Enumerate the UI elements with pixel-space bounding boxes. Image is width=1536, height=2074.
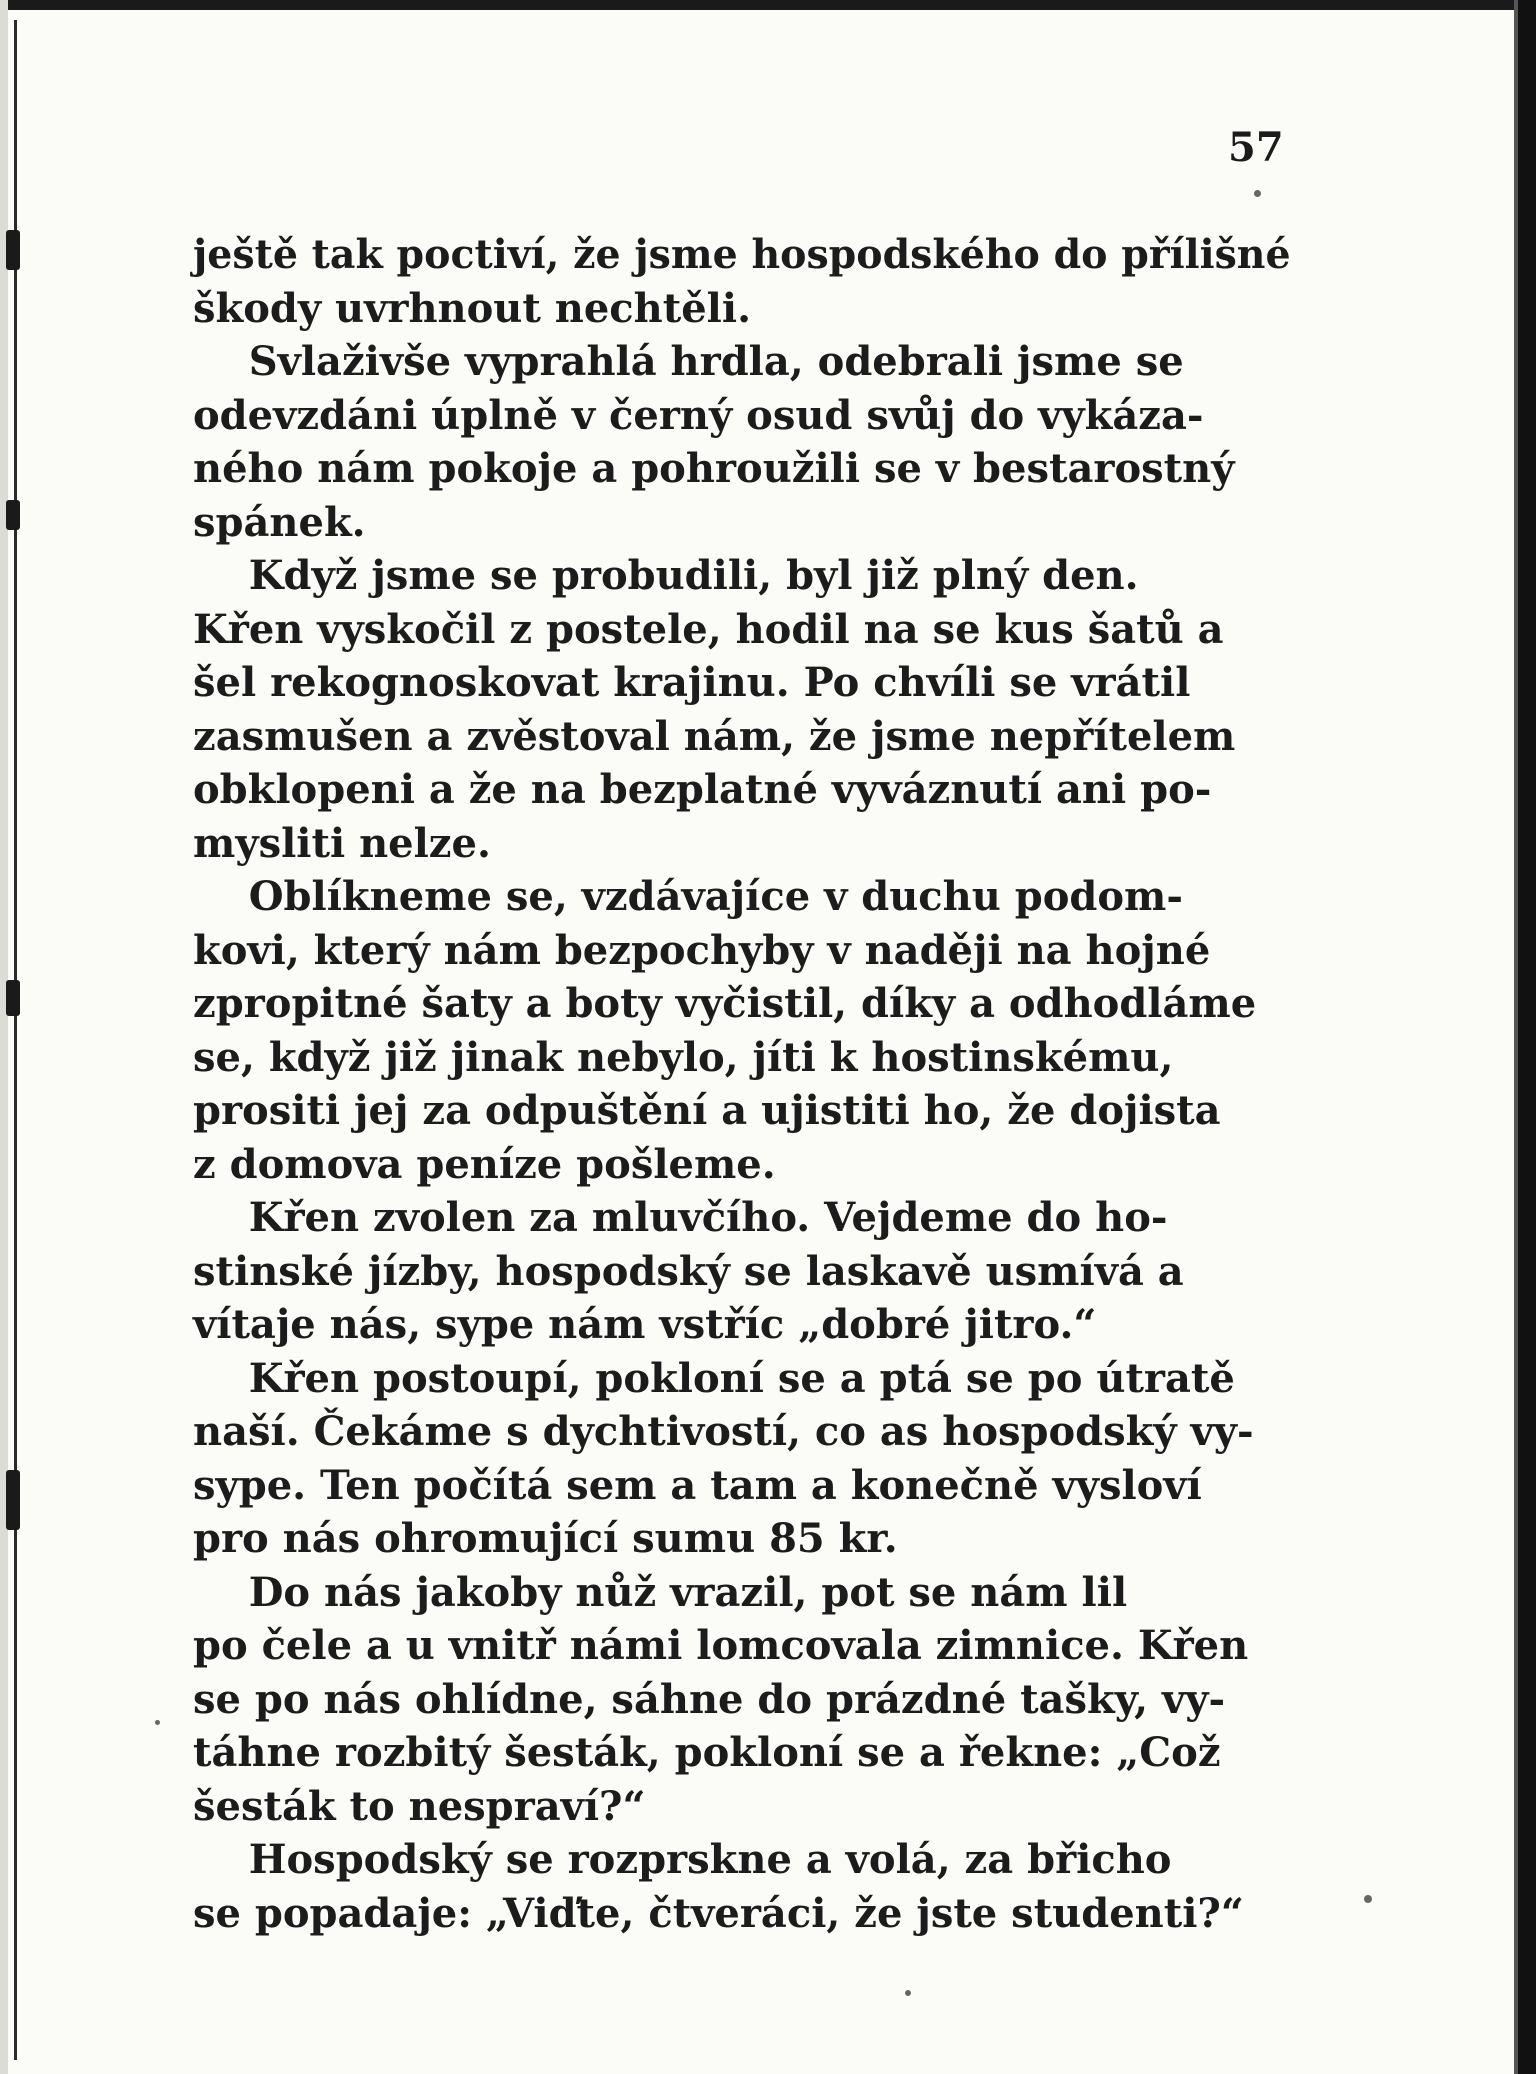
text-line: naší. Čekáme s dychtivostí, co as hospodský vy- xyxy=(193,1408,1254,1455)
text-line: z domova peníze pošleme. xyxy=(193,1140,776,1188)
text-line: zpropitné šaty a boty vyčistil, díky a odhodláme xyxy=(193,980,1257,1027)
text-line: zasmušen a zvěstoval nám, že jsme nepřítelem xyxy=(193,712,1236,760)
ink-speck xyxy=(155,1720,160,1725)
text-line: mysliti nelze. xyxy=(193,819,491,867)
text-line: po čele a u vnitř námi lomcovala zimnice. Křen xyxy=(193,1622,1249,1669)
text-line: ného nám pokoje a pohroužili se v bestarostný xyxy=(193,445,1235,492)
text-line: vítaje nás, sype nám vstříc „dobré jitro.“ xyxy=(193,1301,1097,1348)
text-line: se popadaje: „Viďte, čtveráci, že jste studenti?“ xyxy=(193,1889,1244,1937)
text-line: šel rekognoskovat krajinu. Po chvíli se vrátil xyxy=(193,659,1191,706)
binding-mark xyxy=(6,500,20,530)
text-line: se, když již jinak nebylo, jíti k hostinskému, xyxy=(193,1033,1174,1081)
scan-right-edge xyxy=(1518,0,1536,2074)
binding-mark xyxy=(6,1470,20,1530)
text-line: pro nás ohromující sumu 85 kr. xyxy=(193,1515,898,1562)
text-line: stinské jízby, hospodský se laskavě usmívá a xyxy=(193,1247,1184,1295)
binding-mark xyxy=(6,980,20,1016)
binding-spine-line xyxy=(14,20,17,2060)
text-line: sype. Ten počítá sem a tam a konečně vysloví xyxy=(193,1461,1202,1509)
text-line: ještě tak poctiví, že jsme hospodského do přílišné xyxy=(193,231,1291,278)
ink-speck xyxy=(1364,1895,1372,1903)
text-line: táhne rozbitý šesták, pokloní se a řekne: „Což xyxy=(193,1729,1221,1776)
text-line: šesták to nespraví?“ xyxy=(193,1782,646,1830)
text-line: obklopeni a že na bezplatné vyváznutí ani po- xyxy=(193,766,1212,813)
ink-speck xyxy=(1254,190,1261,197)
text-line: Oblíkneme se, vzdávajíce v duchu podom- xyxy=(193,873,1183,920)
text-line: prositi jej za odpuštění a ujistiti ho, že dojista xyxy=(193,1087,1221,1134)
text-line: Křen postoupí, pokloní se a ptá se po útratě xyxy=(193,1354,1235,1402)
page-number: 57 xyxy=(1228,124,1284,171)
page-body-text xyxy=(193,228,1291,1940)
text-line: Do nás jakoby nůž vrazil, pot se nám lil xyxy=(193,1568,1128,1616)
text-line: škody uvrhnout nechtěli. xyxy=(193,284,751,332)
text-line: Křen zvolen za mluvčího. Vejdeme do ho- xyxy=(193,1194,1168,1241)
text-line: Křen vyskočil z postele, hodil na se kus šatů a xyxy=(193,605,1224,653)
text-line: Když jsme se probudili, byl již plný den. xyxy=(193,552,1139,599)
text-line: kovi, který nám bezpochyby v naději na hojné xyxy=(193,926,1211,974)
text-line: odevzdáni úplně v černý osud svůj do vykáza- xyxy=(193,391,1204,439)
ink-speck xyxy=(905,1990,911,1996)
scan-left-edge xyxy=(0,0,8,2074)
text-line: se po nás ohlídne, sáhne do prázdné tašky, vy- xyxy=(193,1675,1226,1723)
binding-mark xyxy=(6,230,20,270)
text-line: Hospodský se rozprskne a volá, za břicho xyxy=(193,1836,1172,1883)
text-line: spánek. xyxy=(193,498,366,546)
text-line: Svlaživše vyprahlá hrdla, odebrali jsme se xyxy=(193,338,1184,385)
scan-top-edge xyxy=(0,0,1536,10)
